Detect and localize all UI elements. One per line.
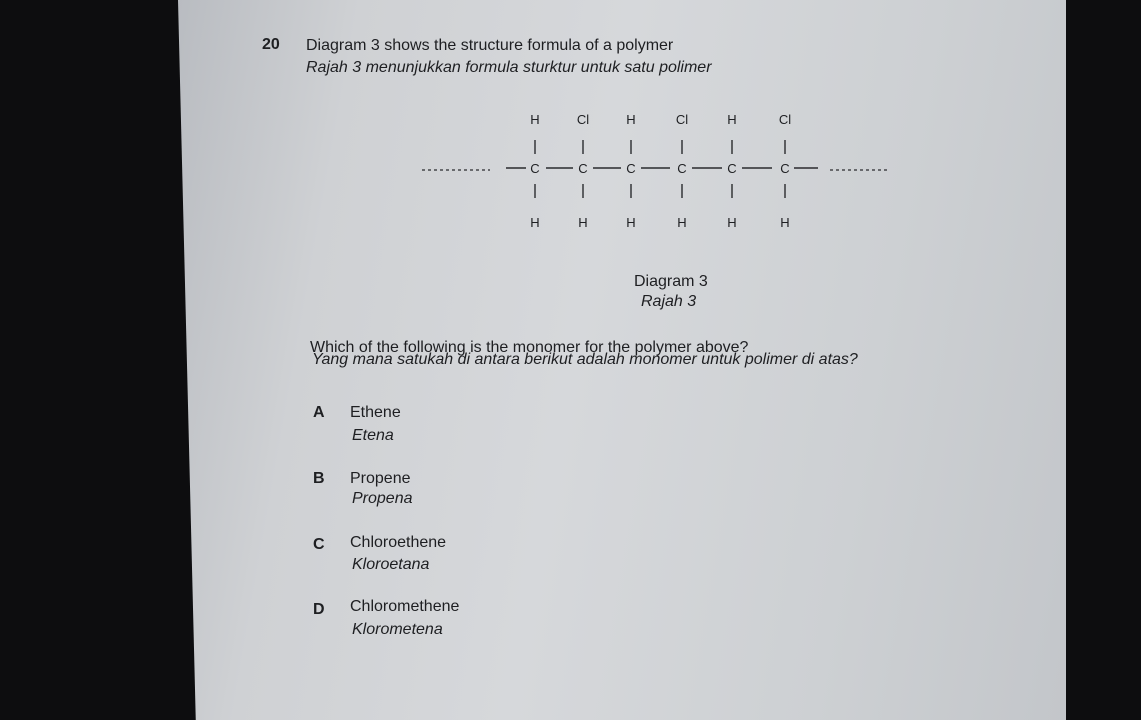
- bottom-atom-1: H: [530, 215, 540, 230]
- option-a-malay: Etena: [352, 427, 394, 444]
- bottom-atom-3: H: [626, 215, 636, 230]
- top-atom-5: H: [727, 112, 737, 127]
- chain-atom-1: C: [530, 161, 540, 176]
- option-a-english: Ethene: [350, 404, 401, 421]
- chain-atom-3: C: [626, 161, 636, 176]
- diagram-caption-malay: Rajah 3: [641, 293, 697, 310]
- chain-atom-6: C: [780, 161, 790, 176]
- option-a-letter: A: [313, 404, 325, 421]
- polymer-structure-diagram: [410, 100, 890, 240]
- option-b-malay: Propena: [352, 490, 413, 507]
- option-b-english: Propene: [350, 470, 411, 487]
- option-d-english: Chloromethene: [350, 598, 460, 615]
- option-d-malay: Klorometena: [352, 621, 443, 638]
- diagram-caption-english: Diagram 3: [634, 273, 708, 290]
- question-stem-malay: Rajah 3 menunjukkan formula sturktur untuk satu polimer: [306, 59, 712, 76]
- chain-atom-4: C: [677, 161, 687, 176]
- bottom-atom-4: H: [677, 215, 687, 230]
- top-atom-3: H: [626, 112, 636, 127]
- option-b-letter: B: [313, 470, 325, 487]
- top-atom-6: Cl: [778, 112, 792, 127]
- question-stem-english: Diagram 3 shows the structure formula of a polymer: [306, 37, 674, 54]
- chain-atom-2: C: [578, 161, 588, 176]
- bottom-atom-5: H: [727, 215, 737, 230]
- chain-atom-5: C: [727, 161, 737, 176]
- top-atom-4: Cl: [675, 112, 689, 127]
- prompt-malay: Yang mana satukah di antara berikut adalah monomer untuk polimer di atas?: [312, 351, 858, 368]
- question-number: 20: [262, 36, 280, 53]
- option-c-letter: C: [313, 536, 325, 553]
- option-d-letter: D: [313, 601, 325, 618]
- option-c-malay: Kloroetana: [352, 556, 430, 573]
- bottom-atom-2: H: [578, 215, 588, 230]
- option-c-english: Chloroethene: [350, 534, 447, 551]
- top-atom-2: Cl: [576, 112, 590, 127]
- bottom-atom-6: H: [780, 215, 790, 230]
- top-atom-1: H: [530, 112, 540, 127]
- prompt-english: Which of the following is the monomer for the polymer above?: [310, 339, 749, 356]
